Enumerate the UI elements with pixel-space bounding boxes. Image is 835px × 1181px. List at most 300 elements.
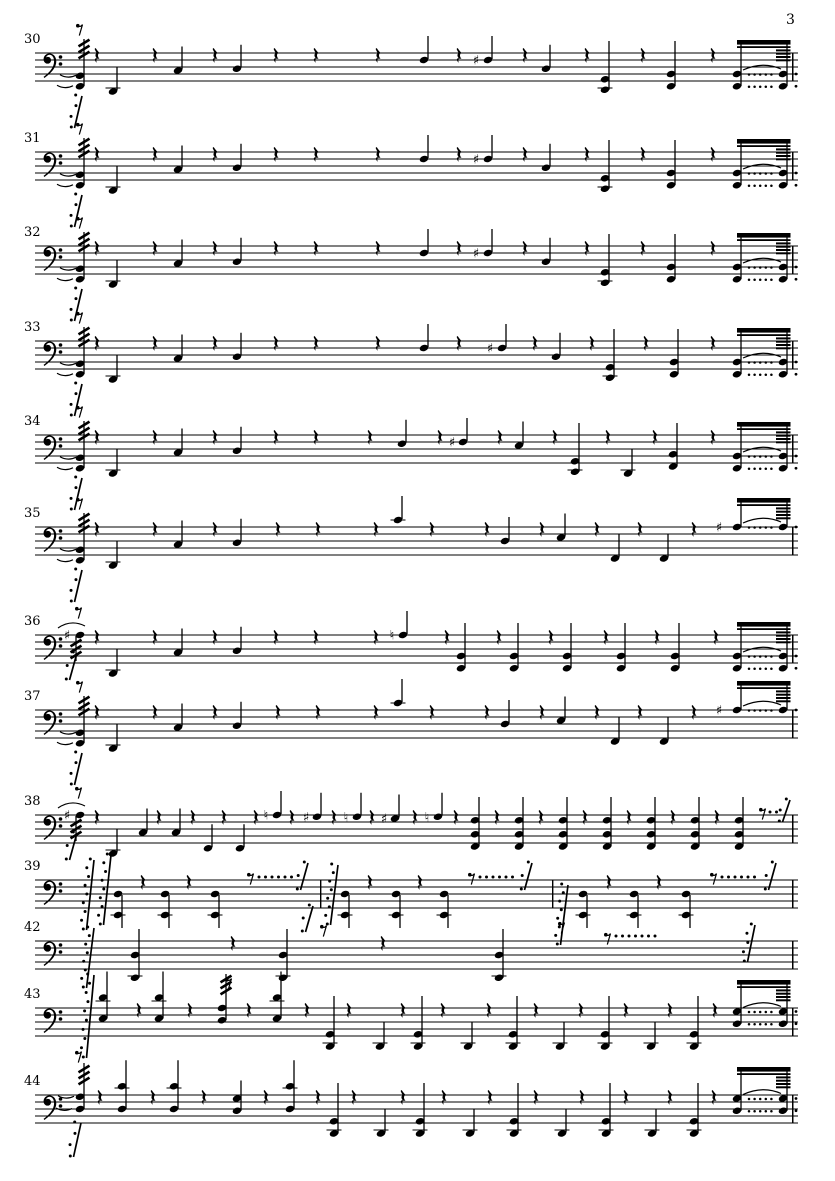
note [232, 702, 242, 730]
note [171, 809, 181, 837]
quarter-rest [305, 1003, 310, 1018]
quarter-rest [540, 705, 545, 720]
quarter-rest [95, 630, 100, 645]
quarter-rest [430, 705, 435, 720]
eighth-rest [76, 406, 83, 418]
note [203, 824, 213, 852]
quarter-rest [604, 630, 609, 645]
note [500, 700, 510, 728]
quarter-rest [590, 336, 595, 351]
chord [666, 41, 676, 91]
note [483, 36, 493, 64]
quarter-rest [213, 48, 218, 63]
note [397, 420, 407, 448]
svg-text:♯: ♯ [715, 703, 723, 719]
end-barline [792, 341, 794, 369]
quarter-rest [153, 147, 158, 162]
eighth-rest [75, 787, 82, 799]
note [555, 1110, 570, 1138]
quarter-rest [141, 875, 146, 890]
quarter-rest [585, 241, 590, 256]
quarter-rest [711, 48, 716, 63]
measure-number: 36 [24, 614, 41, 629]
quarter-rest [533, 336, 538, 351]
quarter-rest [213, 336, 218, 351]
barline [320, 880, 321, 908]
note [373, 1023, 388, 1051]
quarter-rest [549, 630, 554, 645]
quarter-rest [187, 875, 192, 890]
note [621, 450, 636, 478]
note [551, 333, 561, 361]
staff-lines [35, 635, 798, 663]
chord [327, 1083, 342, 1138]
tremolo-open-figure [57, 498, 90, 603]
quarter-rest [376, 241, 381, 256]
system-43 [24, 972, 798, 1059]
sharp-icon [473, 247, 479, 262]
tremolo-close-figure [716, 681, 798, 719]
note [610, 535, 620, 563]
end-barline [792, 152, 794, 180]
arpeggio-roll-figure [554, 883, 568, 946]
quarter-rest [316, 1090, 321, 1105]
note [106, 167, 121, 195]
quarter-rest [314, 430, 319, 445]
quarter-rest [624, 1090, 629, 1105]
quarter-rest [153, 430, 158, 445]
arpeggio-roll-figure [97, 853, 111, 926]
eighth-rest [710, 873, 717, 885]
note [610, 718, 620, 746]
quarter-rest [534, 1003, 539, 1018]
system-39 [24, 853, 798, 946]
quarter-rest [157, 810, 162, 825]
tremolo-open-figure [57, 681, 90, 786]
quarter-rest [274, 630, 279, 645]
quarter-rest [213, 705, 218, 720]
chord [616, 623, 626, 673]
note [232, 238, 242, 266]
quarter-rest [213, 630, 218, 645]
note [173, 47, 183, 75]
quarter-rest [376, 48, 381, 63]
note [138, 809, 148, 837]
end-barline [792, 246, 794, 274]
system-30 [24, 24, 798, 129]
sharp-icon [64, 809, 70, 824]
chord [507, 1083, 522, 1138]
quarter-rest [347, 1003, 352, 1018]
end-barline [792, 710, 794, 738]
arpeggio-roll-figure [778, 798, 790, 823]
dotted-continuation [721, 876, 757, 879]
system-37 [24, 679, 798, 786]
arpeggio-roll-figure [69, 1121, 81, 1158]
quarter-rest [540, 522, 545, 537]
quarter-rest [595, 522, 600, 537]
quarter-rest [401, 1090, 406, 1105]
system-33 [24, 312, 798, 417]
note [106, 542, 121, 570]
chord [437, 890, 452, 928]
quarter-rest [153, 336, 158, 351]
staff-lines [35, 1095, 798, 1123]
note [106, 650, 121, 678]
quarter-rest [485, 705, 490, 720]
note [461, 1023, 476, 1051]
arpeggio-roll-figure [70, 193, 82, 228]
system-42 [24, 920, 798, 990]
measure-number: 43 [24, 987, 41, 1002]
quarter-rest [495, 810, 500, 825]
svg-text:♯: ♯ [715, 520, 723, 536]
chord [413, 1083, 428, 1138]
end-barline [792, 941, 794, 969]
dotted-continuation [615, 935, 657, 938]
note [173, 335, 183, 363]
note [173, 146, 183, 174]
chord [598, 41, 613, 94]
quarter-rest [314, 241, 319, 256]
quarter-rest [368, 430, 373, 445]
tremolo-open-figure [56, 1051, 90, 1158]
quarter-rest [274, 48, 279, 63]
eighth-rest [604, 933, 611, 945]
chord [492, 929, 507, 982]
tremolo-open-figure [57, 312, 90, 417]
two-voice-chord [167, 1060, 182, 1113]
note [173, 704, 183, 732]
tremolo-open-figure [57, 24, 90, 129]
measure-number: 39 [24, 859, 41, 874]
quarter-rest [376, 336, 381, 351]
tremolo-chord [217, 974, 232, 1025]
quarter-rest [653, 430, 658, 445]
quarter-rest [606, 430, 611, 445]
quarter-rest [290, 810, 295, 825]
chord [208, 890, 223, 928]
quarter-rest [539, 810, 544, 825]
note [419, 229, 429, 257]
tremolo-close-figure [732, 980, 798, 1028]
quarter-rest [457, 241, 462, 256]
quarter-rest [638, 705, 643, 720]
quarter-rest [213, 522, 218, 537]
staff-lines [35, 815, 798, 843]
page-number: 3 [786, 12, 795, 28]
quarter-rest [274, 147, 279, 162]
measure-number: 38 [24, 794, 41, 809]
tremolo-close-figure [732, 622, 798, 673]
chord [666, 140, 676, 190]
quarter-rest [641, 241, 646, 256]
note [433, 793, 443, 821]
note [173, 629, 183, 657]
measure-number: 34 [24, 414, 41, 429]
quarter-rest [202, 1090, 207, 1105]
quarter-rest [712, 1090, 717, 1105]
system-36 [24, 607, 798, 681]
tremolo-close-figure [732, 233, 798, 284]
quarter-rest [276, 705, 281, 720]
note [232, 627, 242, 655]
quarter-rest [607, 875, 612, 890]
barline [552, 880, 553, 908]
tremolo-close-figure [732, 139, 798, 190]
note [541, 144, 551, 172]
quarter-rest [153, 630, 158, 645]
end-barline [792, 880, 794, 908]
quarter-rest [585, 48, 590, 63]
quarter-rest [352, 1090, 357, 1105]
quarter-rest [715, 810, 720, 825]
sharp-icon [716, 704, 722, 719]
quarter-rest [498, 430, 503, 445]
eighth-rest [759, 808, 766, 820]
quarter-rest [95, 241, 100, 256]
quarter-rest [641, 147, 646, 162]
note [272, 791, 282, 819]
eighth-rest [76, 498, 83, 510]
natural-icon [425, 810, 430, 825]
quarter-rest [213, 430, 218, 445]
note [232, 427, 242, 455]
chord [232, 1081, 242, 1116]
note [106, 450, 121, 478]
note [514, 422, 524, 450]
quarter-rest [657, 875, 662, 890]
chord [603, 329, 618, 382]
note [106, 356, 121, 384]
note [106, 68, 121, 96]
quarter-rest [457, 147, 462, 162]
chord [509, 623, 519, 673]
quarter-rest [153, 522, 158, 537]
natural-icon [264, 809, 269, 824]
quarter-rest [314, 630, 319, 645]
note [463, 1110, 478, 1138]
chord [276, 929, 291, 982]
quarter-rest [692, 522, 697, 537]
note [312, 793, 322, 821]
tremolo-open-figure [57, 123, 90, 228]
sharp-icon [473, 153, 479, 168]
staff-lines [35, 941, 798, 969]
note [541, 45, 551, 73]
quarter-rest [668, 1003, 673, 1018]
chord [669, 329, 679, 379]
quarter-rest [418, 875, 423, 890]
system-38 [24, 787, 798, 861]
measure-number: 30 [24, 32, 41, 47]
quarter-rest [151, 1090, 156, 1105]
chord [456, 623, 466, 673]
svg-text:♯: ♯ [380, 812, 388, 827]
arpeggio-roll-figure [520, 861, 532, 891]
chord [668, 423, 678, 471]
chord [687, 1083, 702, 1138]
dotted-continuation [479, 876, 515, 879]
svg-text:♯: ♯ [302, 810, 310, 826]
note [541, 238, 551, 266]
quarter-rest [274, 336, 279, 351]
staff-lines [35, 341, 798, 369]
quarter-rest [191, 810, 196, 825]
chord [128, 929, 143, 982]
quarter-rest [222, 810, 227, 825]
note [232, 45, 242, 73]
quarter-rest [368, 875, 373, 890]
chord [666, 234, 676, 284]
quarter-rest [713, 1003, 718, 1018]
quarter-rest [95, 48, 100, 63]
note [173, 429, 183, 457]
quarter-rest [247, 1003, 252, 1018]
quarter-rest [454, 810, 459, 825]
quarter-rest [457, 48, 462, 63]
quarter-rest [714, 630, 719, 645]
measure-number: 42 [24, 920, 41, 935]
quarter-rest [641, 48, 646, 63]
end-barline [792, 527, 794, 555]
quarter-rest [276, 522, 281, 537]
eighth-rest [247, 873, 254, 885]
system-32 [24, 217, 798, 322]
end-barline [792, 53, 794, 81]
arpeggio-roll-figure [296, 861, 308, 891]
quarter-rest [264, 1090, 269, 1105]
quarter-rest [711, 147, 716, 162]
quarter-rest [644, 336, 649, 351]
quarter-rest [153, 241, 158, 256]
quarter-rest [374, 522, 379, 537]
note [391, 679, 406, 707]
quarter-rest [316, 522, 321, 537]
system-44 [24, 1051, 798, 1158]
arpeggio-roll-figure [70, 287, 82, 322]
staff-lines [35, 246, 798, 274]
eighth-rest [468, 873, 475, 885]
sharp-icon [473, 54, 479, 69]
quarter-rest [711, 430, 716, 445]
note [390, 795, 400, 823]
note [556, 514, 566, 542]
eighth-rest [75, 607, 82, 619]
staff-lines [35, 527, 798, 555]
note [419, 135, 429, 163]
arpeggio-roll-figure [80, 926, 94, 989]
quarter-rest [595, 705, 600, 720]
quarter-rest [95, 705, 100, 720]
svg-text:♯: ♯ [472, 152, 480, 168]
eighth-rest [76, 681, 83, 693]
quarter-rest [553, 430, 558, 445]
svg-text:♮: ♮ [263, 808, 269, 824]
quarter-rest [413, 810, 418, 825]
chord [338, 890, 353, 928]
end-barline [792, 435, 794, 463]
quarter-rest [655, 630, 660, 645]
quarter-rest [254, 810, 259, 825]
note [553, 1023, 568, 1051]
chord [679, 890, 694, 928]
quarter-rest [153, 48, 158, 63]
note [556, 697, 566, 725]
svg-text:♯: ♯ [63, 628, 71, 644]
note [419, 36, 429, 64]
quarter-rest [711, 241, 716, 256]
dotted-continuation [769, 811, 779, 814]
quarter-rest [487, 1003, 492, 1018]
sharp-icon [716, 521, 722, 536]
chord [389, 890, 404, 928]
sharp-icon [381, 812, 387, 827]
quarter-rest [488, 1090, 493, 1105]
sharp-icon [303, 810, 309, 825]
note [497, 324, 507, 352]
two-voice-chord [283, 1060, 298, 1113]
staff-lines [35, 152, 798, 180]
quarter-rest [374, 705, 379, 720]
svg-text:♮: ♮ [424, 810, 430, 826]
tremolo-close-figure [732, 1067, 798, 1115]
arpeggio-roll-figure [764, 861, 776, 891]
end-barline [792, 1095, 794, 1123]
quarter-rest [370, 810, 375, 825]
note [232, 144, 242, 172]
quarter-rest [314, 147, 319, 162]
quarter-rest [95, 430, 100, 445]
quarter-rest [624, 1003, 629, 1018]
natural-icon [344, 810, 349, 825]
tremolo-open-figure [57, 406, 90, 511]
quarter-rest [485, 522, 490, 537]
quarter-rest [523, 241, 528, 256]
chord [687, 996, 702, 1051]
arpeggio-roll-figure [70, 751, 82, 786]
note [645, 1110, 660, 1138]
quarter-rest [332, 810, 337, 825]
quarter-rest [711, 336, 716, 351]
quarter-rest [692, 705, 697, 720]
end-barline [792, 1008, 794, 1036]
eighth-rest [76, 217, 83, 229]
measure-number: 32 [24, 225, 41, 240]
chord [598, 996, 613, 1051]
chord [562, 623, 572, 673]
quarter-rest [95, 810, 100, 825]
quarter-rest [497, 630, 502, 645]
sharp-icon [449, 436, 455, 451]
arpeggio-roll-figure [70, 382, 82, 417]
quarter-rest [523, 147, 528, 162]
quarter-rest [231, 936, 236, 951]
note [173, 240, 183, 268]
note [106, 261, 121, 289]
quarter-rest [627, 810, 632, 825]
quarter-rest [213, 147, 218, 162]
note [659, 718, 669, 746]
measure-number: 44 [24, 1074, 41, 1089]
quarter-rest [95, 336, 100, 351]
chord [598, 234, 613, 287]
note [232, 333, 242, 361]
staff-lines [35, 710, 798, 738]
tremolo-close-figure [732, 328, 798, 379]
tremolo-close-figure [732, 40, 798, 91]
chord [627, 890, 642, 928]
